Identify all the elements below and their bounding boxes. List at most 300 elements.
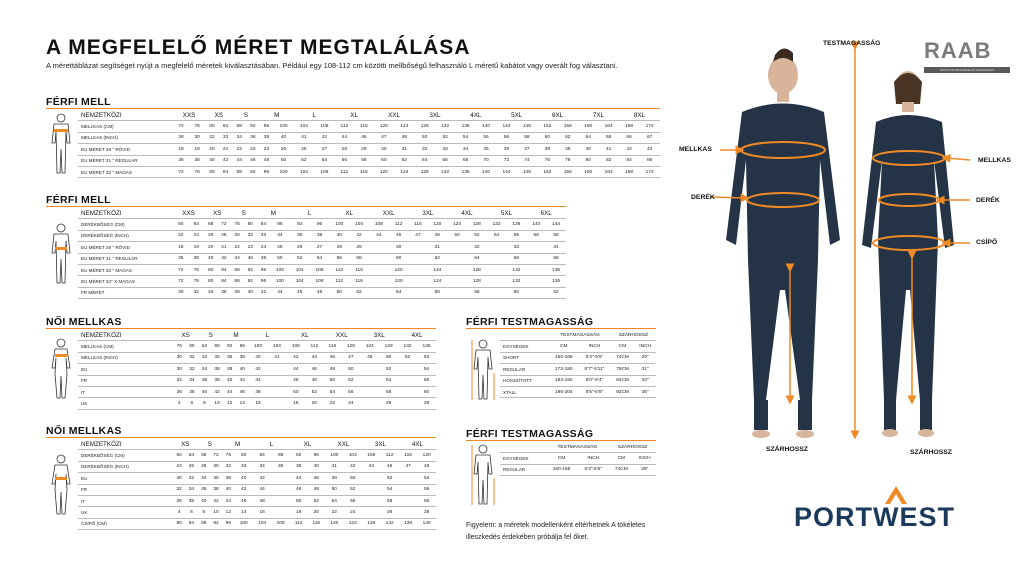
table-cell: 24 [341, 398, 360, 409]
table-cell: 84 [619, 155, 639, 166]
divider [46, 328, 436, 329]
table-header-row [500, 330, 656, 341]
table-subheader-row [500, 341, 656, 352]
table-cell: 33 [219, 132, 233, 143]
label-szarhossz-left: SZÁRHOSSZ [766, 446, 808, 453]
row-label: IT [78, 495, 173, 506]
table-cell: 56 [329, 253, 349, 264]
size-header: S [198, 439, 223, 450]
table-cell: 84 [253, 450, 271, 461]
table-cell: 42 [286, 352, 305, 363]
table-cell: 32 [467, 242, 487, 253]
table-cell: 88 [211, 341, 224, 352]
table-cell: 38 [189, 155, 205, 166]
table-cell: 44 [335, 132, 355, 143]
table-cell: 68 [546, 253, 566, 264]
table-cell: 62 [558, 132, 578, 143]
table-cell [500, 330, 549, 341]
table-cell: 54 [310, 253, 330, 264]
table-cell: 116 [399, 450, 417, 461]
raab-logo-bar: KÖZÖS MUNKAVÉDELMI KERESKEDŐ [924, 67, 1010, 73]
row-label: NEMZETKÖZI [78, 330, 173, 341]
label-testmagassag: TESTMAGASSÁG [823, 40, 881, 47]
table-cell: 48 [323, 364, 341, 375]
table-row [78, 253, 566, 264]
section-title-t1: FÉRFI MELL [46, 96, 111, 108]
table-cell: 96 [222, 518, 234, 529]
table-cell: 132 [507, 264, 527, 275]
table-cell: 32 [173, 484, 185, 495]
size-header: S [198, 330, 223, 341]
table-row [78, 386, 436, 397]
table-cell: 46 [305, 364, 323, 375]
size-header: 3XL [409, 208, 448, 219]
row-label: UK [78, 398, 173, 409]
size-table-women-waist [78, 439, 436, 530]
table-cell: 36 [271, 461, 289, 472]
table-row [78, 287, 566, 298]
table-cell: 92CM [611, 386, 635, 397]
table-cell: 31 [394, 144, 414, 155]
table-cell [526, 242, 546, 253]
subheader-cell: CM [609, 453, 633, 464]
table-cell: 88 [271, 450, 289, 461]
table-cell: 64 [578, 132, 598, 143]
table-cell: 42 [619, 144, 639, 155]
table-cell: 40 [329, 230, 349, 241]
table-cell: 48 [360, 352, 379, 363]
table-cell: 48 [257, 253, 270, 264]
table-cell: 116 [354, 166, 374, 177]
table-cell: 40 [307, 461, 325, 472]
row-label: FR [78, 375, 173, 386]
table-cell: 38 [260, 132, 274, 143]
table-cell: 80 [186, 341, 199, 352]
row-label: EU MÉRET 31 '' REGULAR [78, 253, 173, 264]
table-cell [409, 287, 428, 298]
table-cell: 112 [329, 276, 349, 287]
table-cell: 136 [399, 518, 417, 529]
table-cell: 72 [173, 264, 189, 275]
table-cell: 164 [598, 166, 618, 177]
row-label: EU MÉRET 29 '' RÖVID [78, 242, 173, 253]
size-header: XL [335, 110, 374, 121]
table-cell: 42 [349, 230, 369, 241]
table-cell: 44 [249, 375, 268, 386]
row-label: DERÉKBŐSÉG (INCH) [78, 461, 173, 472]
table-cell: 25 [273, 144, 293, 155]
table-cell: 20 [305, 398, 323, 409]
table-cell: 30 [173, 287, 189, 298]
label-mellkas-left: MELLKAS [679, 146, 712, 153]
table-cell [409, 276, 428, 287]
table-cell: 120 [341, 341, 360, 352]
table-cell: 108 [314, 166, 334, 177]
table-cell: 168 [619, 121, 639, 132]
size-header: M [260, 110, 294, 121]
size-header: XXS [173, 110, 205, 121]
page-title: A MEGFELELŐ MÉRET MEGTALÁLÁSA [46, 36, 471, 59]
table-cell [526, 276, 546, 287]
table-cell: 160-168 [546, 464, 578, 475]
table-cell [271, 495, 289, 506]
table-cell [267, 398, 286, 409]
table-cell: 36 [211, 364, 224, 375]
table-cell: 136 [417, 341, 436, 352]
section-title-t5: FÉRFI TESTMAGASSÁG [466, 316, 594, 328]
table-cell: 36 [290, 230, 310, 241]
table-cell: 124 [447, 219, 467, 230]
table-cell: 108 [314, 121, 334, 132]
table-cell: 34 [232, 132, 246, 143]
table-cell: 80 [234, 450, 252, 461]
table-cell: 48 [417, 461, 436, 472]
table-cell: 28 [173, 132, 189, 143]
table-cell: 60 [537, 132, 557, 143]
table-cell: 56 [417, 375, 436, 386]
table-cell: 32 [186, 352, 199, 363]
table-cell: 72 [217, 219, 230, 230]
table-cell: 196-204 [549, 386, 578, 397]
table-cell: 48 [253, 495, 271, 506]
table-cell: 19 [189, 242, 205, 253]
size-table-women-chest [78, 330, 436, 410]
table-cell: 120 [389, 276, 409, 287]
table-cell: 172 [639, 166, 660, 177]
table-cell: 42 [344, 461, 362, 472]
group-header: TESTMAGASSÁG [546, 442, 609, 453]
table-row [78, 132, 660, 143]
table-cell: 34 [455, 144, 475, 155]
table-cell: 42 [249, 364, 268, 375]
table-cell: 136 [455, 166, 475, 177]
table-header-row [78, 439, 436, 450]
table-cell: 32 [415, 144, 435, 155]
table-cell: 80 [205, 166, 219, 177]
table-cell: 44 [232, 155, 246, 166]
table-cell: 96 [236, 341, 249, 352]
table-cell: 88 [230, 264, 243, 275]
table-cell: 40 [249, 352, 268, 363]
table-cell: 44 [223, 386, 236, 397]
table-cell: 54 [389, 287, 409, 298]
row-label: NEMZETKÖZI [78, 208, 173, 219]
table-cell: 42 [211, 386, 224, 397]
table-cell: 58 [349, 253, 369, 264]
divider [46, 206, 566, 207]
size-header: XXL [369, 208, 409, 219]
table-cell: 78 [558, 155, 578, 166]
table-cell: 76 [189, 264, 205, 275]
table-cell: 24 [189, 230, 205, 241]
table-cell: 60 [173, 450, 185, 461]
table-cell: 18 [173, 144, 189, 155]
table-cell: 40 [578, 144, 598, 155]
table-cell: 34 [198, 364, 211, 375]
table-cell: 96 [260, 121, 274, 132]
subheader-cell: CM [549, 341, 578, 352]
table-cell: 172-180 [549, 364, 578, 375]
table-cell [526, 253, 546, 264]
models-illustration [680, 40, 980, 500]
table-cell: 30 [173, 352, 186, 363]
table-cell: 54 [323, 386, 341, 397]
table-cell: 56 [341, 386, 360, 397]
table-cell: 38 [211, 375, 224, 386]
row-label: EU MÉRET 31 '' REGULAR [78, 155, 173, 166]
table-row [78, 264, 566, 275]
table-cell: 136 [507, 219, 527, 230]
table-cell: 136 [455, 121, 475, 132]
table-cell: 80 [244, 219, 257, 230]
table-cell: 84 [217, 276, 230, 287]
table-cell: 88 [198, 518, 210, 529]
table-cell: 58 [546, 230, 566, 241]
table-row [78, 166, 660, 177]
table-cell: 88 [232, 121, 246, 132]
table-cell: 50 [270, 253, 290, 264]
table-cell: 50 [286, 386, 305, 397]
table-cell: 104 [290, 264, 310, 275]
table-cell: 38 [210, 484, 222, 495]
portwest-logo: PORTWEST [794, 502, 955, 532]
table-cell: 52 [380, 473, 398, 484]
male-height-icon [470, 334, 496, 406]
table-cell: 148 [517, 121, 537, 132]
table-row [78, 473, 436, 484]
table-cell [409, 242, 428, 253]
row-label: DERÉKBŐSÉG (CM) [78, 219, 173, 230]
table-cell [447, 253, 467, 264]
row-label: FR MÉRET [78, 287, 173, 298]
table-cell: 56 [417, 484, 436, 495]
table-cell: 33" [634, 375, 656, 386]
table-cell: 52 [305, 386, 323, 397]
size-header: S [230, 208, 256, 219]
table-cell [271, 507, 289, 518]
table-cell: 36 [223, 352, 236, 363]
table-cell [362, 507, 380, 518]
table-cell: 36 [198, 375, 211, 386]
table-cell: 38 [189, 253, 205, 264]
group-header: SZÁRHOSSZ [611, 330, 656, 341]
table-cell [399, 473, 417, 484]
size-table-men-chest [78, 110, 660, 178]
table-cell: 108 [310, 264, 330, 275]
table-cell: 30 [389, 242, 409, 253]
size-header: XS [205, 110, 232, 121]
divider [466, 328, 656, 329]
table-cell: 66 [619, 132, 639, 143]
size-header: 3XL [360, 330, 398, 341]
size-header: 5XL [487, 208, 527, 219]
table-cell: 132 [435, 166, 455, 177]
table-cell: 152 [537, 121, 557, 132]
size-header: L [294, 110, 335, 121]
table-cell: 4 [173, 507, 185, 518]
table-cell: 33 [257, 230, 270, 241]
table-cell: 66 [435, 155, 455, 166]
table-cell: 96 [257, 264, 270, 275]
table-cell: 35 [211, 352, 224, 363]
table-cell: 92 [246, 121, 260, 132]
table-cell: 23 [246, 144, 260, 155]
table-cell: 60 [389, 253, 409, 264]
table-cell: 55 [476, 132, 496, 143]
table-cell: 108 [369, 219, 389, 230]
table-cell: 68 [455, 155, 475, 166]
table-cell: XTALL [500, 386, 549, 397]
table-cell: 31 [427, 242, 447, 253]
table-cell: 72 [496, 155, 516, 166]
table-cell: 48 [427, 230, 447, 241]
table-cell: 41 [294, 132, 314, 143]
label-csipo: CSÍPŐ [976, 239, 998, 246]
table-cell: 67 [639, 132, 660, 143]
table-cell [267, 375, 286, 386]
table-row [78, 242, 566, 253]
table-cell: 38 [230, 287, 243, 298]
table-cell: 144 [496, 121, 516, 132]
table-cell: 88 [230, 276, 243, 287]
table-cell: 36 [173, 495, 185, 506]
table-cell: 40 [234, 473, 252, 484]
table-cell: 42 [217, 253, 230, 264]
size-header: XL [286, 330, 323, 341]
table-cell: 32 [185, 473, 197, 484]
row-label: IT [78, 386, 173, 397]
size-header: 7XL [578, 110, 619, 121]
table-cell: 76 [189, 121, 205, 132]
table-cell: 33 [234, 461, 252, 472]
size-header: S [232, 110, 259, 121]
table-cell [369, 264, 389, 275]
table-cell: 56 [344, 495, 362, 506]
table-cell: 32 [186, 364, 199, 375]
table-cell: 26 [380, 507, 398, 518]
table-cell: 128 [467, 264, 487, 275]
table-cell: 68 [204, 219, 217, 230]
table-cell: 50 [447, 230, 467, 241]
table-cell: 128 [362, 518, 380, 529]
table-cell: 124 [344, 518, 362, 529]
table-cell: 54 [487, 230, 507, 241]
table-cell: 38 [290, 461, 308, 472]
height-table-men [500, 330, 656, 398]
table-cell: 48 [394, 132, 414, 143]
table-cell: 5'7"-5'11" [578, 364, 610, 375]
table-cell: 52 [307, 495, 325, 506]
table-cell: 46 [246, 155, 260, 166]
table-cell: 32 [244, 230, 257, 241]
table-cell: 54 [417, 364, 436, 375]
table-row [78, 375, 436, 386]
table-row [78, 276, 566, 287]
table-cell: 34 [198, 473, 210, 484]
table-cell: 36 [246, 132, 260, 143]
table-cell: 148 [517, 166, 537, 177]
table-cell [399, 507, 417, 518]
table-cell: 70 [476, 155, 496, 166]
table-cell: 52 [467, 230, 487, 241]
table-cell: 10 [211, 398, 224, 409]
row-label: UK [78, 507, 173, 518]
table-cell: 76 [222, 450, 234, 461]
table-cell: 64 [467, 253, 487, 264]
table-cell: 38 [310, 230, 330, 241]
size-header: XS [173, 330, 198, 341]
table-cell: 30 [230, 230, 243, 241]
table-cell: 42 [253, 473, 271, 484]
table-row [78, 219, 566, 230]
table-cell: 60 [417, 386, 436, 397]
table-cell: 60 [173, 219, 189, 230]
table-cell: 6 [186, 398, 199, 409]
table-cell: 100 [325, 450, 343, 461]
table-cell: 54 [379, 375, 398, 386]
size-header: 3XL [415, 110, 456, 121]
row-label: MELLKAS (INCH) [78, 132, 173, 143]
table-cell: 20 [204, 242, 217, 253]
table-cell: 120 [427, 219, 447, 230]
table-cell: 30 [189, 132, 205, 143]
size-header: XS [204, 208, 230, 219]
table-cell: 79CM [611, 364, 635, 375]
table-cell: 60 [507, 287, 527, 298]
table-cell: 18 [286, 398, 305, 409]
fit-note: Figyelem: a méretek modellenként eltérhetnek A tökéletes illeszkedés érdekében próbálja fel őket. [466, 522, 646, 541]
table-cell: 28 [329, 242, 349, 253]
table-cell: 84 [219, 121, 233, 132]
table-cell: 128 [467, 219, 487, 230]
table-row [500, 386, 656, 397]
table-cell: 22 [230, 242, 243, 253]
table-cell: 50 [273, 155, 293, 166]
table-cell: 76 [537, 155, 557, 166]
table-cell: 128 [415, 121, 435, 132]
table-row [78, 507, 436, 518]
table-row [78, 144, 660, 155]
table-cell: 44 [222, 495, 234, 506]
table-cell: 12 [223, 398, 236, 409]
table-cell [399, 484, 417, 495]
table-cell: 52 [435, 132, 455, 143]
table-cell: 132 [435, 121, 455, 132]
table-cell: 44 [253, 484, 271, 495]
table-cell: 44 [369, 230, 389, 241]
row-label: NEMZETKÖZI [78, 110, 173, 121]
table-cell: 104 [267, 341, 286, 352]
divider [46, 108, 660, 109]
table-cell: 19 [189, 144, 205, 155]
table-cell: 50 [344, 473, 362, 484]
table-row [78, 398, 436, 409]
table-cell: 152 [537, 166, 557, 177]
table-cell: 132 [507, 276, 527, 287]
table-cell: 116 [349, 276, 369, 287]
table-cell: 104 [290, 276, 310, 287]
table-cell: 29 [354, 144, 374, 155]
table-cell: 34 [185, 484, 197, 495]
table-cell: 112 [335, 121, 355, 132]
table-cell: 116 [323, 341, 341, 352]
table-cell [487, 276, 507, 287]
table-cell: 46 [286, 375, 305, 386]
table-cell: 54 [417, 473, 436, 484]
table-cell: 40 [204, 253, 217, 264]
table-cell: HOSSZÍTOTT [500, 375, 549, 386]
table-cell: 48 [325, 473, 343, 484]
